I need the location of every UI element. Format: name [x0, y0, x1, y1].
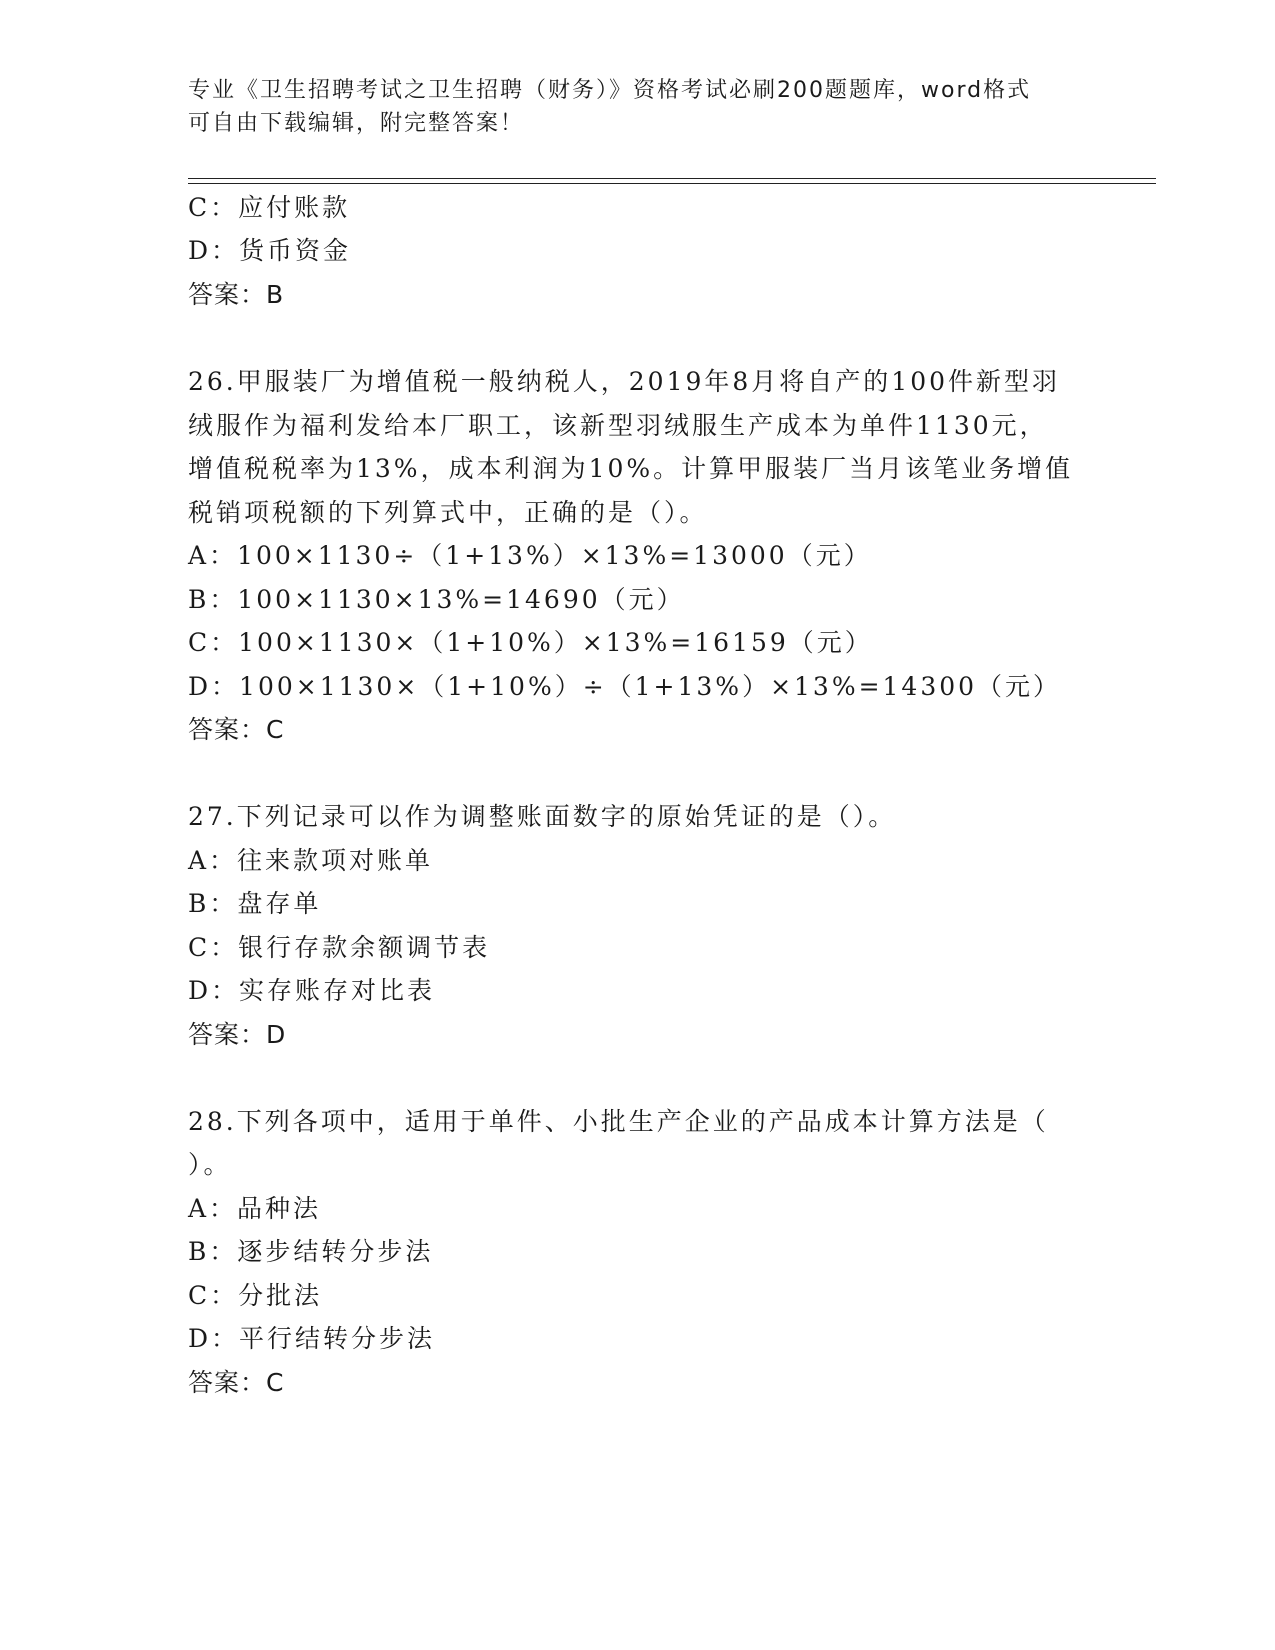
prev-option-d: D：货币资金 [188, 236, 352, 265]
q27-option-a: A：往来款项对账单 [188, 846, 434, 875]
q28-option-d: D：平行结转分步法 [188, 1324, 436, 1353]
q28-stem-line-2: ）。 [188, 1150, 232, 1179]
q26-option-c: C：100×1130×（1+10%）×13%=16159（元） [188, 628, 873, 657]
q26-stem-line-1: 26.甲服装厂为增值税一般纳税人，2019年8月将自产的100件新型羽 [188, 367, 1061, 396]
q26-option-d: D：100×1130×（1+10%）÷（1+13%）×13%=14300（元） [188, 672, 1062, 701]
q26-option-b: B：100×1130×13%=14690（元） [188, 585, 685, 614]
q27-option-c: C：银行存款余额调节表 [188, 933, 491, 962]
q26-stem-line-4: 税销项税额的下列算式中，正确的是（）。 [188, 498, 708, 527]
header-rule-bottom [188, 183, 1156, 184]
q26-stem-line-2: 绒服作为福利发给本厂职工，该新型羽绒服生产成本为单件1130元， [188, 411, 1048, 440]
document-header [188, 74, 1088, 140]
q27-option-b: B：盘存单 [188, 889, 322, 918]
q28-option-b: B：逐步结转分步法 [188, 1237, 434, 1266]
q26-answer: 答案：C [188, 715, 285, 744]
prev-answer: 答案：B [188, 280, 285, 309]
q26-stem-line-3: 增值税税率为13%，成本利润为10%。计算甲服装厂当月该笔业务增值 [188, 454, 1074, 483]
q28-stem-line-1: 28.下列各项中，适用于单件、小批生产企业的产品成本计算方法是（ [188, 1107, 1049, 1136]
prev-option-c: C：应付账款 [188, 193, 351, 222]
q27-option-d: D：实存账存对比表 [188, 976, 436, 1005]
header-line-1: 专业《卫生招聘考试之卫生招聘（财务）》资格考试必刷200题题库，word格式 [188, 78, 1032, 103]
q28-option-c: C：分批法 [188, 1281, 323, 1310]
q27-answer: 答案：D [188, 1020, 287, 1049]
q28-option-a: A：品种法 [188, 1194, 322, 1223]
q26-option-a: A：100×1130÷（1+13%）×13%=13000（元） [188, 541, 872, 570]
header-line-2: 可自由下载编辑，附完整答案！ [188, 111, 525, 136]
q27-stem-line-1: 27.下列记录可以作为调整账面数字的原始凭证的是（）。 [188, 802, 897, 831]
q28-answer: 答案：C [188, 1368, 285, 1397]
header-rule-top [188, 178, 1156, 179]
